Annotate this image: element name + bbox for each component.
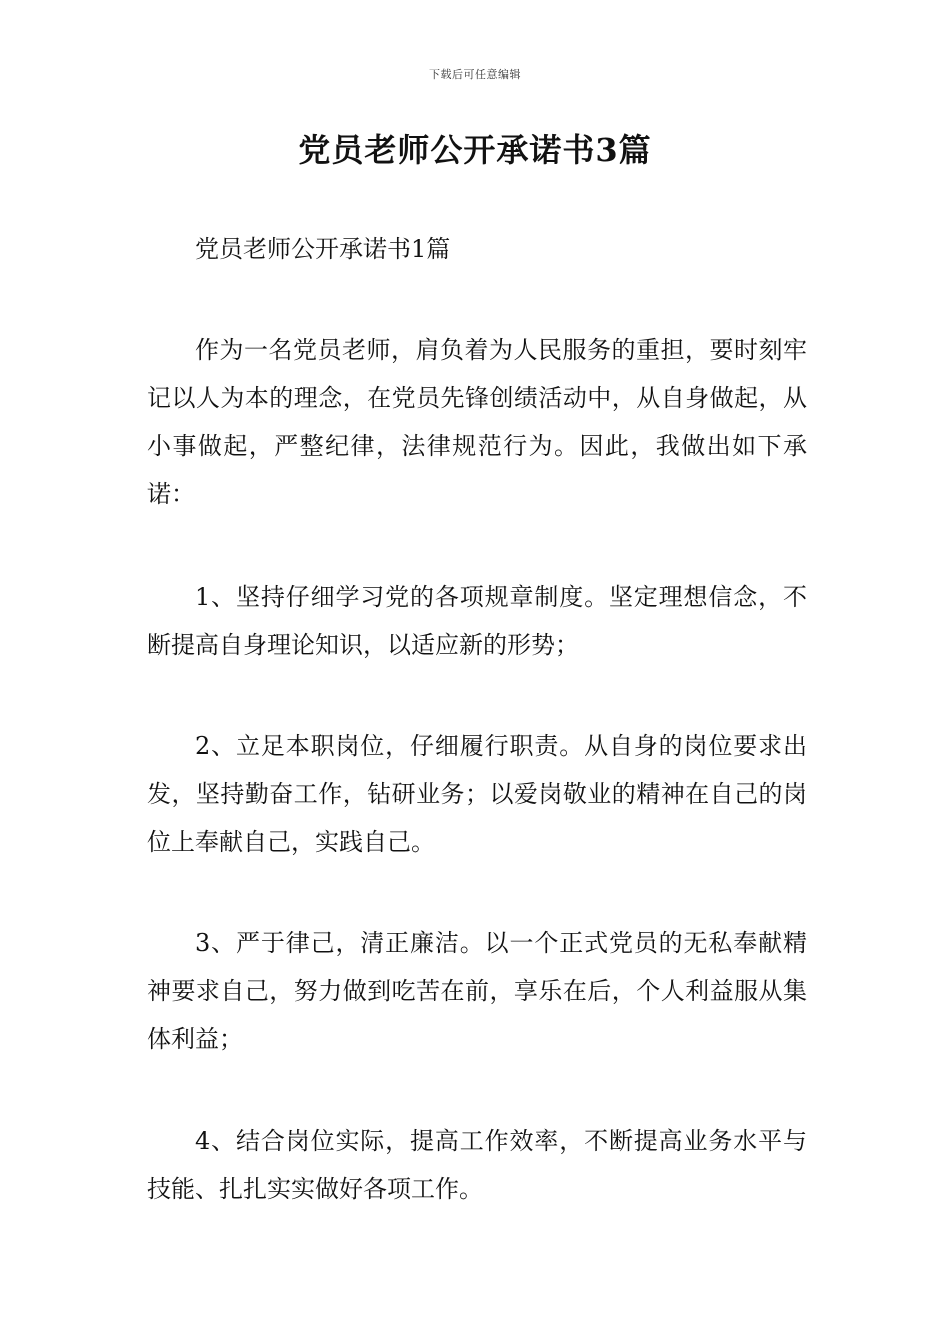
document-title: 党员老师公开承诺书3篇 (298, 131, 652, 169)
commitment-item-1: 1、坚持仔细学习党的各项规章制度。坚定理想信念，不断提高自身理论知识，以适应新的形势； (147, 583, 807, 659)
commitment-item-3: 3、严于律己，清正廉洁。以一个正式党员的无私奉献精神要求自己，努力做到吃苦在前，享乐在后，个人利益服从集体利益； (147, 929, 807, 1053)
intro-paragraph: 作为一名党员老师，肩负着为人民服务的重担，要时刻牢记以人为本的理念，在党员先锋创绩活动中，从自身做起，从小事做起，严整纪律，法律规范行为。因此，我做出如下承诺： (147, 336, 807, 508)
header-note: 下载后可任意编辑 (429, 68, 521, 81)
section-subtitle: 党员老师公开承诺书1篇 (195, 235, 451, 263)
commitment-item-2: 2、立足本职岗位，仔细履行职责。从自身的岗位要求出发，坚持勤奋工作，钻研业务；以爱岗敬业的精神在自己的岗位上奉献自己，实践自己。 (147, 732, 807, 856)
commitment-item-4: 4、结合岗位实际，提高工作效率，不断提高业务水平与技能、扎扎实实做好各项工作。 (147, 1127, 807, 1203)
